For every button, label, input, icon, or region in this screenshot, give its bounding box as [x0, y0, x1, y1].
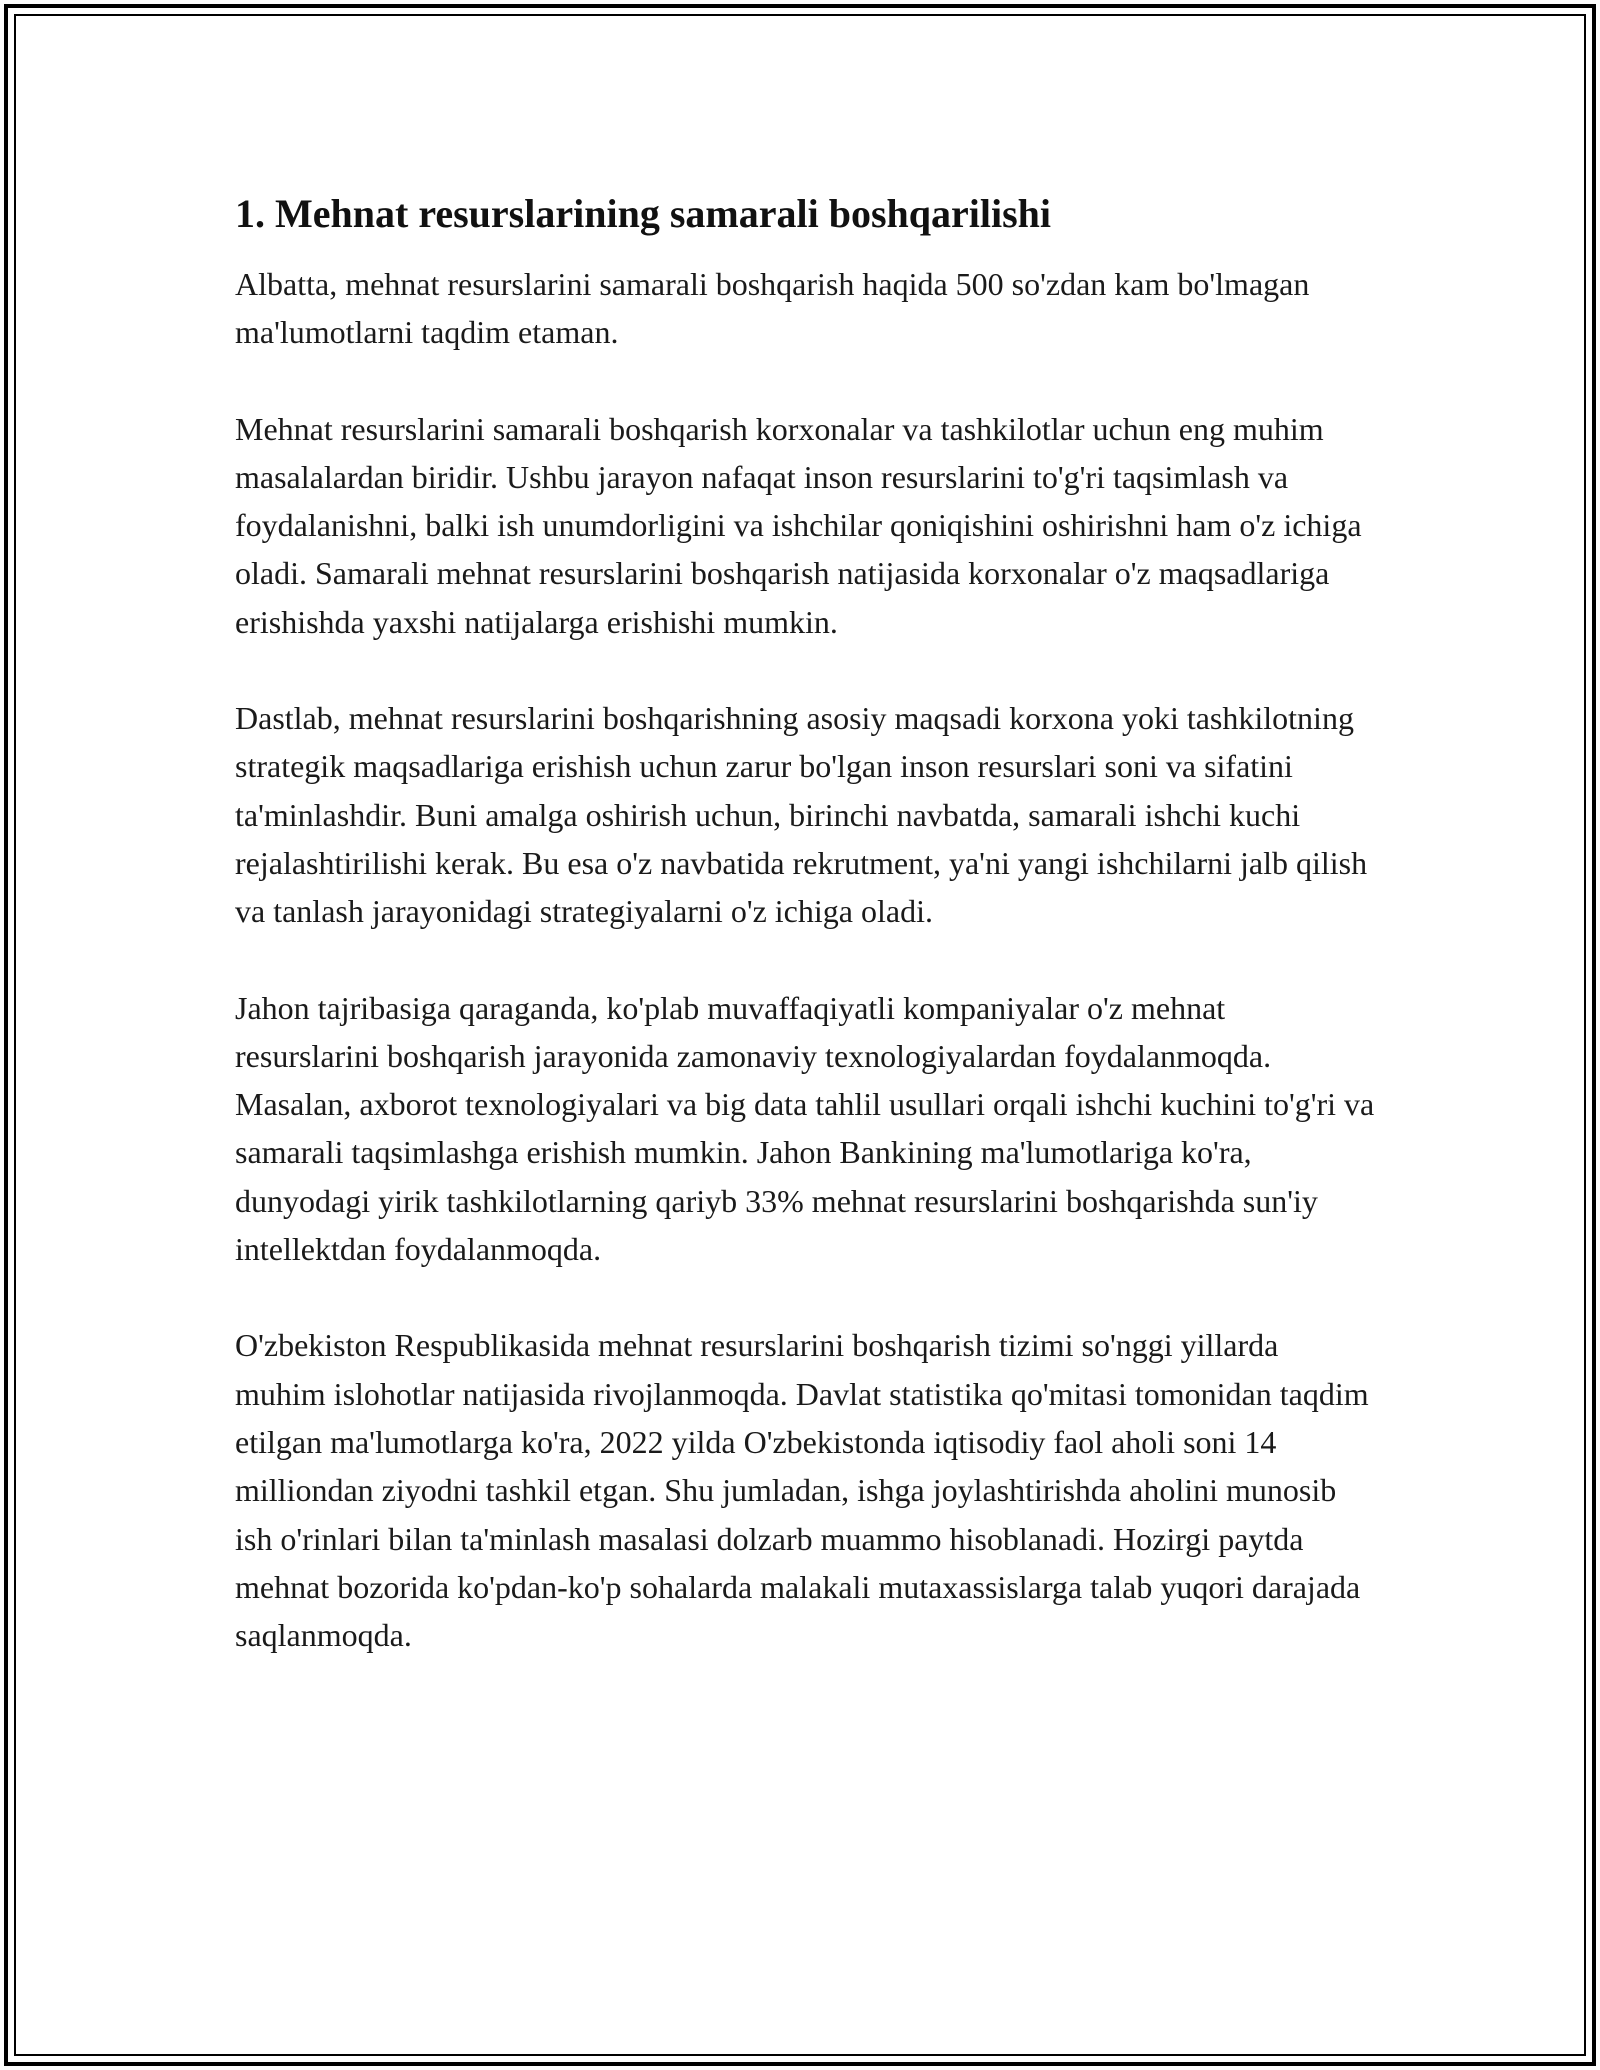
paragraph-importance: Mehnat resurslarini samarali boshqarish korxonalar va tashkilotlar uchun eng muhim masalalardan biridir. Ushbu jarayon nafaqat inson resurslarini to'g'ri taqsimlash va foydalanishni, balki ish unumdorligini va ishchilar qoniqishini oshirishni ham o'z ichiga oladi. Samarali mehnat resurslarini boshqarish natijasida korxonalar o'z maqsadlariga erishishda yaxshi natijalarga erishishi mumkin. — [235, 410, 1362, 640]
paragraph-goals: Dastlab, mehnat resurslarini boshqarishning asosiy maqsadi korxona yoki tashkilotning strategik maqsadlariga erishish uchun zarur bo'lgan inson resurslari soni va sifatini ta'minlashdir. Buni amalga oshirish uchun, birinchi navbatda, samarali ishchi kuchi rejalashtirilishi kerak. Bu esa o'z navbatida rekrutment, ya'ni yangi ishchilarni jalb qilish va tanlash jarayonidagi strategiyalarni o'z ichiga oladi. — [235, 700, 1368, 930]
paragraph-world-experience: Jahon tajribasiga qaraganda, ko'plab muvaffaqiyatli kompaniyalar o'z mehnat resurslarini boshqarish jarayonida zamonaviy texnologiyalardan foydalanmoqda. Masalan, axborot texnologiyalari va big data tahlil usullari orqali ishchi kuchini to'g'ri va samarali taqsimlashga erishish mumkin. Jahon Bankining ma'lumotlariga ko'ra, dunyodagi yirik tashkilotlarning qariyb 33% mehnat resurslarini boshqarishda sun'iy intellektdan foydalanmoqda. — [235, 989, 1375, 1268]
document-body — [235, 188, 1375, 1659]
section-heading: 1. Mehnat resurslarining samarali boshqarilishi — [235, 191, 1052, 236]
intro-paragraph: Albatta, mehnat resurslarini samarali boshqarish haqida 500 so'zdan kam bo'lmagan ma'lumotlarni taqdim etaman. — [235, 266, 1310, 351]
paragraph-uzbekistan: O'zbekiston Respublikasida mehnat resurslarini boshqarish tizimi so'nggi yillarda muhim islohotlar natijasida rivojlanmoqda. Davlat statistika qo'mitasi tomonidan taqdim etilgan ma'lumotlarga ko'ra, 2022 yilda O'zbekistonda iqtisodiy faol aholi soni 14 milliondan ziyodni tashkil etgan. Shu jumladan, ishga joylashtirishda aholini munosib ish o'rinlari bilan ta'minlash masalasi dolzarb muammo hisoblanadi. Hozirgi paytda mehnat bozorida ko'pdan-ko'p sohalarda malakali mutaxassislarga talab yuqori darajada saqlanmoqda. — [235, 1327, 1369, 1654]
